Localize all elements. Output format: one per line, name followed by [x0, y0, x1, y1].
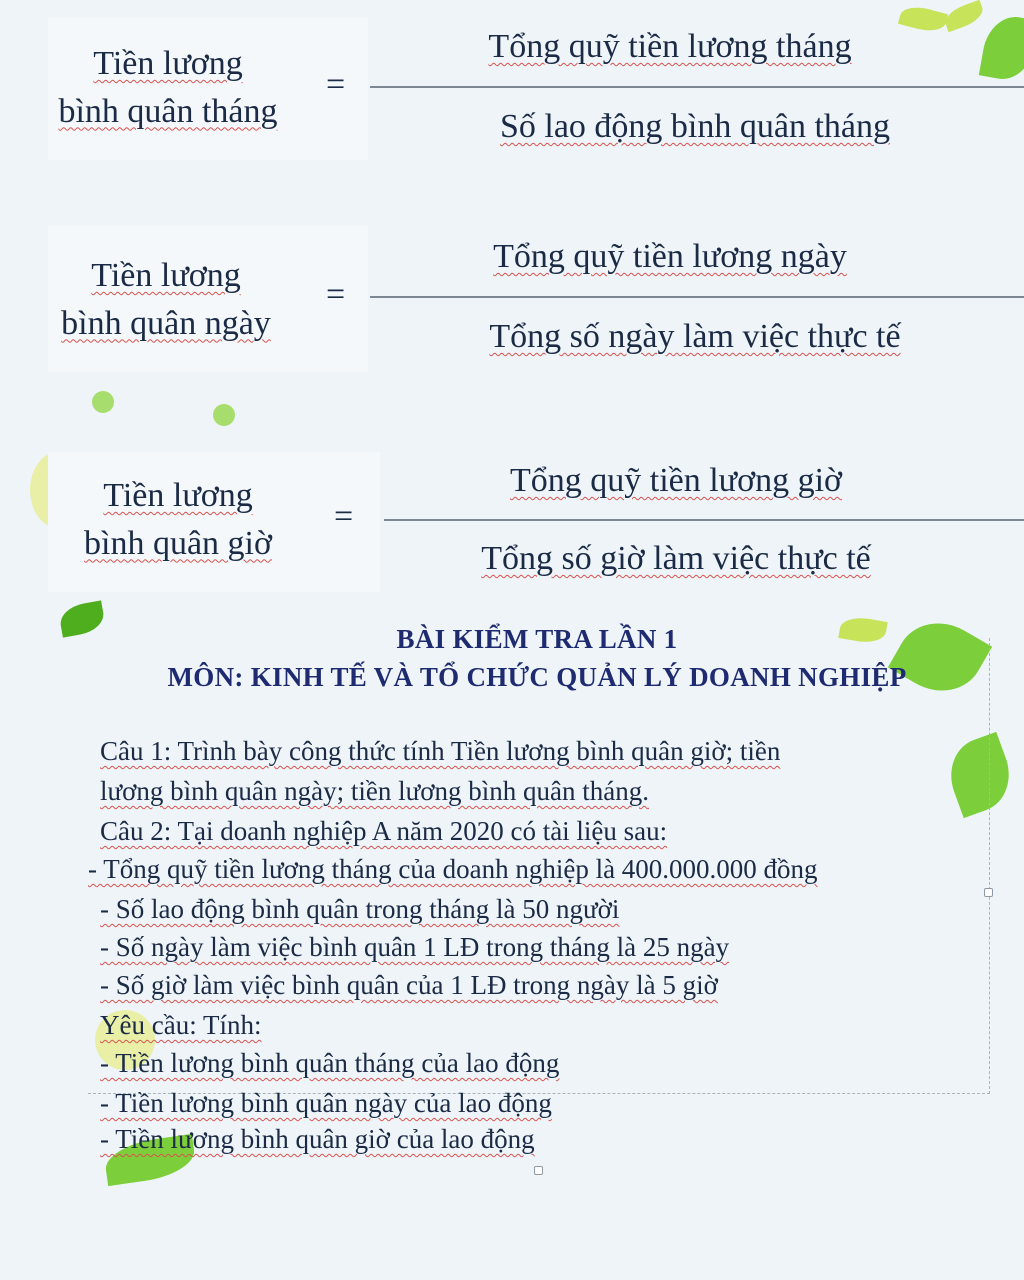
denominator: Số lao động bình quân tháng	[499, 108, 891, 145]
green-dot-decoration	[92, 391, 114, 413]
fraction-bar	[370, 296, 1024, 298]
equals-sign: =	[334, 498, 354, 535]
question-line: lương bình quân ngày; tiền lương bình quân tháng.	[100, 776, 650, 806]
green-dot-decoration	[213, 404, 235, 426]
lhs-line1: Tiền lương	[103, 477, 253, 514]
numerator: Tổng quỹ tiền lương ngày	[493, 238, 847, 275]
resize-handle[interactable]	[534, 1166, 543, 1175]
question-line: - Số ngày làm việc bình quân 1 LĐ trong tháng là 25 ngày	[100, 932, 730, 962]
equals-sign: =	[326, 66, 346, 103]
question-line: - Số giờ làm việc bình quân của 1 LĐ trong ngày là 5 giờ	[100, 970, 718, 1000]
lhs-line2: bình quân giờ	[84, 524, 272, 562]
lhs-line1: Tiền lương	[91, 257, 241, 294]
lhs-line2: bình quân tháng	[58, 92, 278, 130]
fraction-bar	[370, 86, 1024, 88]
question-line: - Tiền lương bình quân ngày của lao động	[100, 1088, 552, 1118]
formula-lhs	[58, 472, 298, 567]
question-line: - Số lao động bình quân trong tháng là 50 người	[100, 894, 620, 924]
question-line: - Tổng quỹ tiền lương tháng của doanh nghiệp là 400.000.000 đồng	[88, 854, 818, 884]
test-subtitle: MÔN: KINH TẾ VÀ TỔ CHỨC QUẢN LÝ DOANH NGHIỆP	[167, 662, 907, 692]
question-line: Câu 2: Tại doanh nghiệp A năm 2020 có tài liệu sau:	[100, 816, 668, 846]
formula-daily	[48, 226, 1024, 376]
lhs-line1: Tiền lương	[93, 45, 243, 82]
numerator: Tổng quỹ tiền lương giờ	[509, 462, 843, 499]
question-line: - Tiền lương bình quân tháng của lao động	[100, 1048, 560, 1078]
formula-lhs	[48, 252, 284, 347]
denominator: Tổng số giờ làm việc thực tế	[481, 540, 871, 577]
question-line: Câu 1: Trình bày công thức tính Tiền lương bình quân giờ; tiền	[100, 736, 781, 766]
formula-lhs	[48, 40, 288, 135]
lhs-line2: bình quân ngày	[61, 304, 271, 342]
denominator: Tổng số ngày làm việc thực tế	[489, 318, 901, 355]
numerator: Tổng quỹ tiền lương tháng	[488, 28, 852, 65]
test-title: BÀI KIỂM TRA LẦN 1	[396, 624, 678, 654]
question-line: - Tiền lương bình quân giờ của lao động	[100, 1124, 535, 1154]
formula-monthly	[48, 18, 1024, 168]
resize-handle[interactable]	[984, 888, 993, 897]
formula-hourly	[48, 452, 1024, 602]
fraction-bar	[384, 519, 1024, 521]
equals-sign: =	[326, 276, 346, 313]
test-section	[0, 618, 1024, 1178]
question-line: Yêu cầu: Tính:	[100, 1010, 262, 1040]
